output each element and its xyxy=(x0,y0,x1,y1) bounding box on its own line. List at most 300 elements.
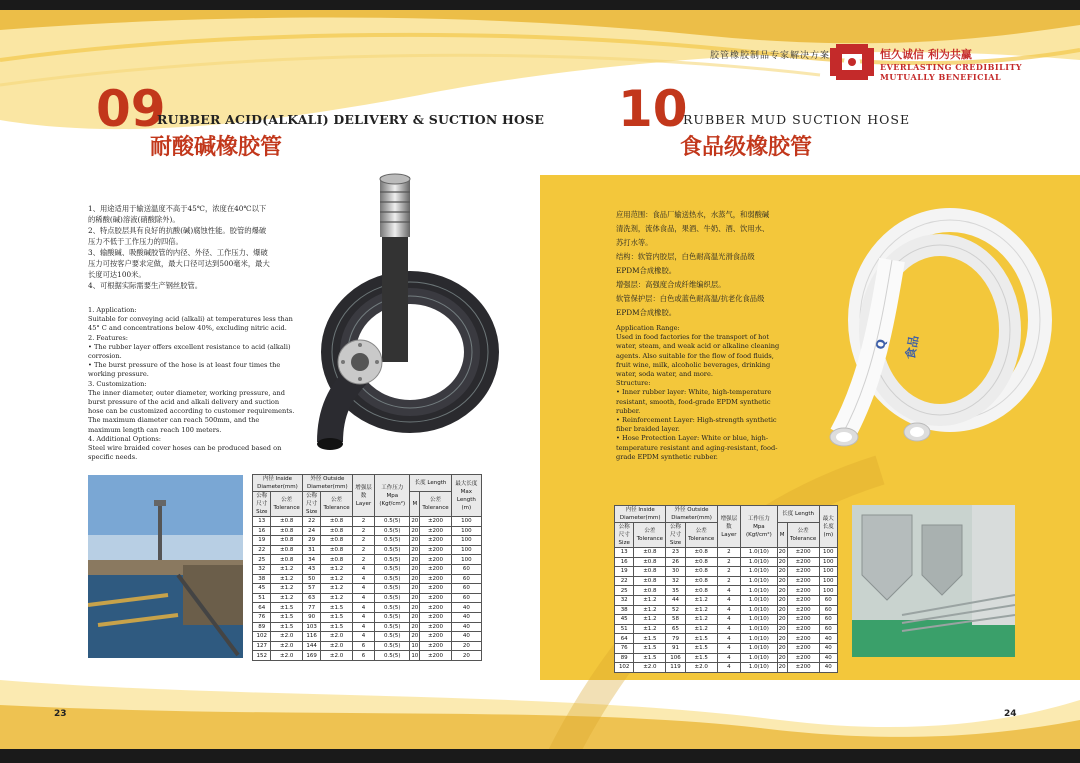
text-line: 2、特点胶层具有良好的抗酸(碱)腐蚀性能。胶管的爆破 xyxy=(88,226,267,235)
table-cell: 40 xyxy=(451,612,481,622)
table-cell: ±0.8 xyxy=(634,548,666,558)
spec-table-right xyxy=(614,505,838,673)
table-row xyxy=(253,622,482,632)
table-cell: 20 xyxy=(778,606,786,613)
brand-cn: 恒久诚信 利为共赢 xyxy=(880,48,972,61)
text-line: resistant, smooth, food-grade EPDM synthetic xyxy=(616,397,771,406)
table-cell: ±1.2 xyxy=(321,584,352,594)
table-cell: 20 xyxy=(411,585,419,592)
table-cell: 20 xyxy=(778,654,786,661)
text-line: 的稀酸(碱)溶液(硝酸除外)。 xyxy=(88,215,180,224)
company-logo-icon xyxy=(830,44,874,80)
table-header-cell: 公称尺寸 Size xyxy=(253,492,271,517)
table-cell: ±1.2 xyxy=(271,564,302,574)
table-cell: ±1.5 xyxy=(271,612,302,622)
text-line: working pressure. xyxy=(88,370,149,379)
table-cell: 100 xyxy=(819,548,837,558)
left-en-description xyxy=(88,306,300,462)
table-cell: 30 xyxy=(666,567,685,577)
table-cell: 40 xyxy=(451,622,481,632)
table-header-cell: 工作压力 Mpa (Kgf/cm²) xyxy=(375,475,410,517)
table-row xyxy=(253,555,482,565)
text-line: fruit wine, milk, alcoholic beverages, drinking xyxy=(616,360,771,369)
table-cell: ±200 xyxy=(787,624,819,634)
table-header-cell: 长度 Length xyxy=(410,475,451,492)
table-header-cell: 内径 Inside Diameter(mm) xyxy=(615,506,666,523)
table-cell: ±200 xyxy=(420,574,451,584)
tagline: 胶管橡胶制品专家解决方案 xyxy=(710,51,831,61)
table-cell: ±0.8 xyxy=(685,586,717,596)
table-cell: ±2.0 xyxy=(634,663,666,673)
table-cell: ±1.2 xyxy=(271,574,302,584)
text-line: temperature resistant and aging-resistant, food- xyxy=(616,443,778,452)
table-cell: 20 xyxy=(778,549,786,556)
table-cell: ±0.8 xyxy=(685,567,717,577)
table-cell: 2 xyxy=(717,557,740,567)
table-cell: 43 xyxy=(302,564,320,574)
table-cell: 100 xyxy=(451,536,481,546)
table-cell: 20 xyxy=(778,645,786,652)
table-cell: 45 xyxy=(253,584,271,594)
table-cell: ±200 xyxy=(787,605,819,615)
table-cell: 20 xyxy=(411,575,419,582)
section-number-right: 10 xyxy=(618,80,688,138)
table-row xyxy=(253,641,482,651)
harbor-photo xyxy=(88,475,243,658)
table-cell: 100 xyxy=(819,567,837,577)
table-cell: 2 xyxy=(352,526,374,536)
text-line: • The rubber layer offers excellent resistance to acid (alkali) xyxy=(88,342,291,351)
table-cell: 25 xyxy=(615,586,634,596)
text-line: 1、用途适用于输送温度不高于45℃，浓度在40℃以下 xyxy=(88,204,267,213)
table-row xyxy=(253,536,482,546)
table-cell: ±2.0 xyxy=(685,663,717,673)
text-line: • The burst pressure of the hose is at least four times the xyxy=(88,361,281,370)
table-cell: ±1.2 xyxy=(634,615,666,625)
table-cell: ±1.5 xyxy=(271,622,302,632)
text-line: 3. Customization: xyxy=(88,379,147,388)
table-cell: 0.5(5) xyxy=(375,526,410,536)
table-cell: 13 xyxy=(615,548,634,558)
text-line: • Reinforcement Layer: High-strength synthetic xyxy=(616,416,777,425)
text-line: water, steam, and weak acid or alkaline cleaning xyxy=(616,342,780,351)
table-cell: ±1.2 xyxy=(685,605,717,615)
table-cell: 1.0(10) xyxy=(741,595,778,605)
table-cell: 40 xyxy=(819,653,837,663)
table-cell: 0.5(5) xyxy=(375,603,410,613)
table-row xyxy=(253,612,482,622)
table-cell: 2 xyxy=(352,517,374,527)
text-line: The inner diameter, outer diameter, working pressure, and xyxy=(88,388,285,397)
table-cell: ±0.8 xyxy=(685,557,717,567)
table-cell: ±200 xyxy=(787,615,819,625)
table-cell: 50 xyxy=(302,574,320,584)
right-en-description xyxy=(616,324,816,462)
table-cell: 2 xyxy=(717,576,740,586)
table-cell: ±0.8 xyxy=(271,545,302,555)
table-cell: 2 xyxy=(352,545,374,555)
table-cell: 106 xyxy=(666,653,685,663)
table-header-cell: 增强层数 Layer xyxy=(717,506,740,548)
table-cell: ±1.5 xyxy=(321,603,352,613)
table-cell: 20 xyxy=(451,641,481,651)
text-line: • Inner rubber layer: White, high-temperature xyxy=(616,388,772,397)
table-header-cell: 公称尺寸 Size xyxy=(302,492,320,517)
table-cell: 0.5(5) xyxy=(375,545,410,555)
table-cell: 60 xyxy=(451,593,481,603)
table-cell: 1.0(10) xyxy=(741,567,778,577)
table-cell: 4 xyxy=(717,586,740,596)
table-cell: ±0.8 xyxy=(271,555,302,565)
table-cell: 4 xyxy=(717,663,740,673)
title-cn-right: 食品级橡胶管 xyxy=(680,135,813,160)
table-cell: ±1.5 xyxy=(685,643,717,653)
table-cell: ±2.0 xyxy=(271,651,302,661)
table-row xyxy=(253,584,482,594)
table-cell: ±200 xyxy=(420,632,451,642)
table-header-cell: 内径 Inside Diameter(mm) xyxy=(253,475,303,492)
text-line: 清洗剂，流体食品，果酒、牛奶、酒、饮用水、 xyxy=(616,224,770,233)
table-cell: ±1.2 xyxy=(271,584,302,594)
text-line: hose can be customized according to customer requirements. xyxy=(88,407,295,416)
table-cell: 20 xyxy=(411,623,419,630)
table-cell: 31 xyxy=(302,545,320,555)
table-cell: 6 xyxy=(352,641,374,651)
table-cell: 20 xyxy=(411,595,419,602)
table-row xyxy=(615,586,838,596)
table-cell: 0.5(5) xyxy=(375,584,410,594)
text-line: grade EPDM synthetic rubber. xyxy=(616,452,718,461)
table-cell: ±0.8 xyxy=(634,567,666,577)
table-cell: 24 xyxy=(302,526,320,536)
title-en-right: RUBBER MUD SUCTION HOSE xyxy=(683,112,911,127)
table-row xyxy=(615,615,838,625)
table-cell: 22 xyxy=(253,545,271,555)
table-header-cell: 公差 Tolerance xyxy=(634,523,666,548)
table-cell: 20 xyxy=(411,633,419,640)
table-cell: ±2.0 xyxy=(321,651,352,661)
table-cell: 22 xyxy=(615,576,634,586)
table-cell: ±1.2 xyxy=(685,595,717,605)
table-cell: 10 xyxy=(411,643,419,650)
text-line: 苏打水等。 xyxy=(616,238,653,247)
table-row xyxy=(615,624,838,634)
table-cell: 16 xyxy=(615,557,634,567)
section-number-left: 09 xyxy=(96,80,166,138)
table-cell: ±0.8 xyxy=(271,526,302,536)
table-header-cell: 最大长度 Max Length (m) xyxy=(451,475,481,517)
table-cell: 20 xyxy=(411,537,419,544)
text-line: 4. Additional Options: xyxy=(88,434,162,443)
table-cell: 100 xyxy=(451,526,481,536)
text-line: 压力可按客户要求定做，最大口径可达到500毫米，最大 xyxy=(88,259,270,268)
table-cell: 2 xyxy=(352,536,374,546)
table-row xyxy=(615,557,838,567)
table-cell: 0.5(5) xyxy=(375,632,410,642)
table-cell: 144 xyxy=(302,641,320,651)
table-cell: 100 xyxy=(451,517,481,527)
table-cell: ±1.2 xyxy=(321,564,352,574)
table-cell: 38 xyxy=(615,605,634,615)
table-cell: 0.5(5) xyxy=(375,622,410,632)
table-cell: 127 xyxy=(253,641,271,651)
table-cell: 1.0(10) xyxy=(741,615,778,625)
table-cell: 100 xyxy=(819,557,837,567)
table-cell: 60 xyxy=(819,615,837,625)
table-cell: ±200 xyxy=(787,634,819,644)
table-cell: 35 xyxy=(666,586,685,596)
table-header-cell: 公差 Tolerance xyxy=(271,492,302,517)
table-header-cell: 增强层数 Layer xyxy=(352,475,374,517)
table-header-cell: 公差 Tolerance xyxy=(321,492,352,517)
table-cell: ±2.0 xyxy=(271,632,302,642)
table-cell: ±200 xyxy=(787,548,819,558)
table-cell: 19 xyxy=(253,536,271,546)
table-cell: 1.0(10) xyxy=(741,663,778,673)
table-cell: 4 xyxy=(352,564,374,574)
table-cell: 2 xyxy=(717,548,740,558)
table-cell: 63 xyxy=(302,593,320,603)
table-cell: ±200 xyxy=(420,545,451,555)
table-header-cell: 工作压力 Mpa (Kgf/cm²) xyxy=(741,506,778,548)
table-cell: 60 xyxy=(819,595,837,605)
table-cell: 20 xyxy=(778,558,786,565)
table-row xyxy=(615,567,838,577)
table-cell: ±0.8 xyxy=(634,586,666,596)
table-cell: 20 xyxy=(778,616,786,623)
table-cell: ±0.8 xyxy=(271,517,302,527)
table-cell: 23 xyxy=(666,548,685,558)
table-cell: 102 xyxy=(615,663,634,673)
text-line: water, soda water, and more. xyxy=(616,370,713,379)
table-cell: ±200 xyxy=(420,555,451,565)
table-cell: ±200 xyxy=(787,576,819,586)
table-cell: 60 xyxy=(451,584,481,594)
table-cell: ±200 xyxy=(787,663,819,673)
table-cell: 32 xyxy=(253,564,271,574)
bottom-bar xyxy=(0,749,1080,763)
table-row xyxy=(615,653,838,663)
table-cell: 0.5(5) xyxy=(375,564,410,574)
table-cell: 40 xyxy=(451,632,481,642)
table-cell: 6 xyxy=(352,651,374,661)
table-cell: 20 xyxy=(778,635,786,642)
text-line: 45° C and concentrations below 40%, excluding nitric acid. xyxy=(88,324,287,333)
table-cell: 4 xyxy=(717,653,740,663)
table-cell: 76 xyxy=(615,643,634,653)
text-line: 软管保护层：白色或蓝色耐高温/抗老化食品级 xyxy=(616,294,765,303)
table-cell: ±1.5 xyxy=(634,653,666,663)
table-cell: 89 xyxy=(253,622,271,632)
table-cell: 10 xyxy=(411,652,419,659)
text-line: Structure: xyxy=(616,379,651,388)
table-cell: ±1.2 xyxy=(685,624,717,634)
table-cell: 20 xyxy=(778,664,786,671)
table-cell: 34 xyxy=(302,555,320,565)
table-cell: ±1.2 xyxy=(634,624,666,634)
table-row xyxy=(615,595,838,605)
table-cell: 100 xyxy=(819,586,837,596)
table-cell: 76 xyxy=(253,612,271,622)
table-cell: 51 xyxy=(615,624,634,634)
acid-hose-image xyxy=(300,172,500,457)
spec-table-left xyxy=(252,474,482,661)
table-cell: 90 xyxy=(302,612,320,622)
table-cell: ±1.2 xyxy=(321,593,352,603)
table-cell: 0.5(5) xyxy=(375,517,410,527)
table-cell: 38 xyxy=(253,574,271,584)
table-cell: 60 xyxy=(819,624,837,634)
table-cell: 60 xyxy=(451,574,481,584)
table-cell: 102 xyxy=(253,632,271,642)
table-cell: 32 xyxy=(615,595,634,605)
table-cell: ±200 xyxy=(787,567,819,577)
table-cell: ±0.8 xyxy=(321,517,352,527)
table-header-cell: 公差 Tolerance xyxy=(420,492,451,517)
table-cell: ±1.2 xyxy=(271,593,302,603)
table-cell: ±0.8 xyxy=(685,576,717,586)
table-cell: ±1.5 xyxy=(321,622,352,632)
table-cell: ±0.8 xyxy=(685,548,717,558)
table-cell: ±200 xyxy=(420,612,451,622)
table-cell: ±1.5 xyxy=(685,653,717,663)
table-cell: ±200 xyxy=(420,526,451,536)
text-line: Suitable for conveying acid (alkali) at temperatures less than xyxy=(88,315,293,324)
table-cell: 20 xyxy=(411,556,419,563)
table-header-cell: 公称尺寸 Size xyxy=(615,523,634,548)
table-cell: 169 xyxy=(302,651,320,661)
table-cell: 2 xyxy=(352,555,374,565)
table-cell: 60 xyxy=(819,605,837,615)
table-cell: 20 xyxy=(778,578,786,585)
table-header-row xyxy=(253,475,482,492)
table-cell: 64 xyxy=(615,634,634,644)
table-cell: 1.0(10) xyxy=(741,548,778,558)
table-cell: 40 xyxy=(819,643,837,653)
text-line: 4、可根据实际需要生产钢丝胶管。 xyxy=(88,281,203,290)
table-cell: ±0.8 xyxy=(321,536,352,546)
text-line: Used in food factories for the transport of hot xyxy=(616,333,770,342)
table-cell: ±2.0 xyxy=(321,641,352,651)
table-cell: ±0.8 xyxy=(321,526,352,536)
table-cell: 1.0(10) xyxy=(741,586,778,596)
right-cn-description xyxy=(616,208,816,320)
table-row xyxy=(615,548,838,558)
table-cell: ±1.2 xyxy=(634,595,666,605)
table-cell: 89 xyxy=(615,653,634,663)
table-cell: ±0.8 xyxy=(634,576,666,586)
table-cell: 60 xyxy=(451,564,481,574)
table-cell: 0.5(5) xyxy=(375,641,410,651)
text-line: 1. Application: xyxy=(88,306,137,314)
table-header-cell: 公差 Tolerance xyxy=(685,523,717,548)
table-cell: ±1.5 xyxy=(321,612,352,622)
table-cell: 22 xyxy=(302,517,320,527)
table-cell: 1.0(10) xyxy=(741,624,778,634)
table-cell: ±200 xyxy=(420,651,451,661)
table-cell: 4 xyxy=(352,612,374,622)
left-cn-description xyxy=(88,203,298,291)
table-cell: 4 xyxy=(717,624,740,634)
text-line: 长度可达100米。 xyxy=(88,270,146,279)
table-cell: 13 xyxy=(253,517,271,527)
table-cell: 20 xyxy=(411,604,419,611)
table-header-cell: 外径 Outside Diameter(mm) xyxy=(666,506,717,523)
table-cell: ±200 xyxy=(420,641,451,651)
table-cell: 40 xyxy=(451,603,481,613)
table-cell: 20 xyxy=(411,547,419,554)
table-cell: 19 xyxy=(615,567,634,577)
table-row xyxy=(253,564,482,574)
brand-en-2: MUTUALLY BENEFICIAL xyxy=(880,72,1002,82)
table-cell: 0.5(5) xyxy=(375,574,410,584)
table-header-cell: 长度 Length xyxy=(777,506,819,523)
table-row xyxy=(253,603,482,613)
text-line: 压力不低于工作压力的四倍。 xyxy=(88,237,183,246)
table-cell: 100 xyxy=(451,555,481,565)
table-cell: 4 xyxy=(352,632,374,642)
table-cell: ±200 xyxy=(787,586,819,596)
table-cell: 29 xyxy=(302,536,320,546)
table-cell: 4 xyxy=(352,622,374,632)
table-cell: ±0.8 xyxy=(634,557,666,567)
table-cell: 1.0(10) xyxy=(741,643,778,653)
text-line: agents. Also suitable for the flow of food fluids, xyxy=(616,351,774,360)
table-cell: 45 xyxy=(615,615,634,625)
svg-text:Q: Q xyxy=(873,338,889,351)
table-row xyxy=(253,574,482,584)
page-number-left: 23 xyxy=(54,709,67,719)
text-line: fiber braided layer. xyxy=(616,425,680,434)
table-cell: ±1.5 xyxy=(634,643,666,653)
page-number-right: 24 xyxy=(1004,709,1017,719)
text-line: The maximum diameter can reach 500mm, and the xyxy=(88,416,260,425)
table-header-cell: 外径 Outside Diameter(mm) xyxy=(302,475,352,492)
brand-en-1: EVERLASTING CREDIBILITY xyxy=(880,62,1023,72)
table-cell: ±0.8 xyxy=(271,536,302,546)
table-row xyxy=(253,526,482,536)
table-cell: 65 xyxy=(666,624,685,634)
text-line: 2. Features: xyxy=(88,333,128,342)
table-cell: 0.5(5) xyxy=(375,593,410,603)
table-cell: 4 xyxy=(352,593,374,603)
table-cell: 20 xyxy=(778,626,786,633)
text-line: rubber. xyxy=(616,406,641,415)
text-line: 应用范围：食品厂输送热水，水蒸气，和弱酸碱 xyxy=(616,210,770,219)
table-cell: ±200 xyxy=(420,536,451,546)
table-cell: 4 xyxy=(717,615,740,625)
table-cell: 44 xyxy=(666,595,685,605)
table-cell: 116 xyxy=(302,632,320,642)
table-row xyxy=(615,643,838,653)
table-cell: 25 xyxy=(253,555,271,565)
brand-block xyxy=(880,46,1022,82)
table-cell: 16 xyxy=(253,526,271,536)
table-row xyxy=(615,605,838,615)
title-cn-left: 耐酸碱橡胶管 xyxy=(150,135,283,160)
table-header-cell: 公称尺寸 Size xyxy=(666,523,685,548)
table-cell: 20 xyxy=(778,587,786,594)
svg-text:食品: 食品 xyxy=(903,334,922,361)
text-line: EPDM合成橡胶。 xyxy=(616,308,677,317)
table-cell: 40 xyxy=(819,634,837,644)
table-cell: 152 xyxy=(253,651,271,661)
table-cell: 1.0(10) xyxy=(741,576,778,586)
table-cell: ±200 xyxy=(420,622,451,632)
table-row xyxy=(253,593,482,603)
table-cell: ±200 xyxy=(787,653,819,663)
text-line: specific needs. xyxy=(88,453,138,462)
